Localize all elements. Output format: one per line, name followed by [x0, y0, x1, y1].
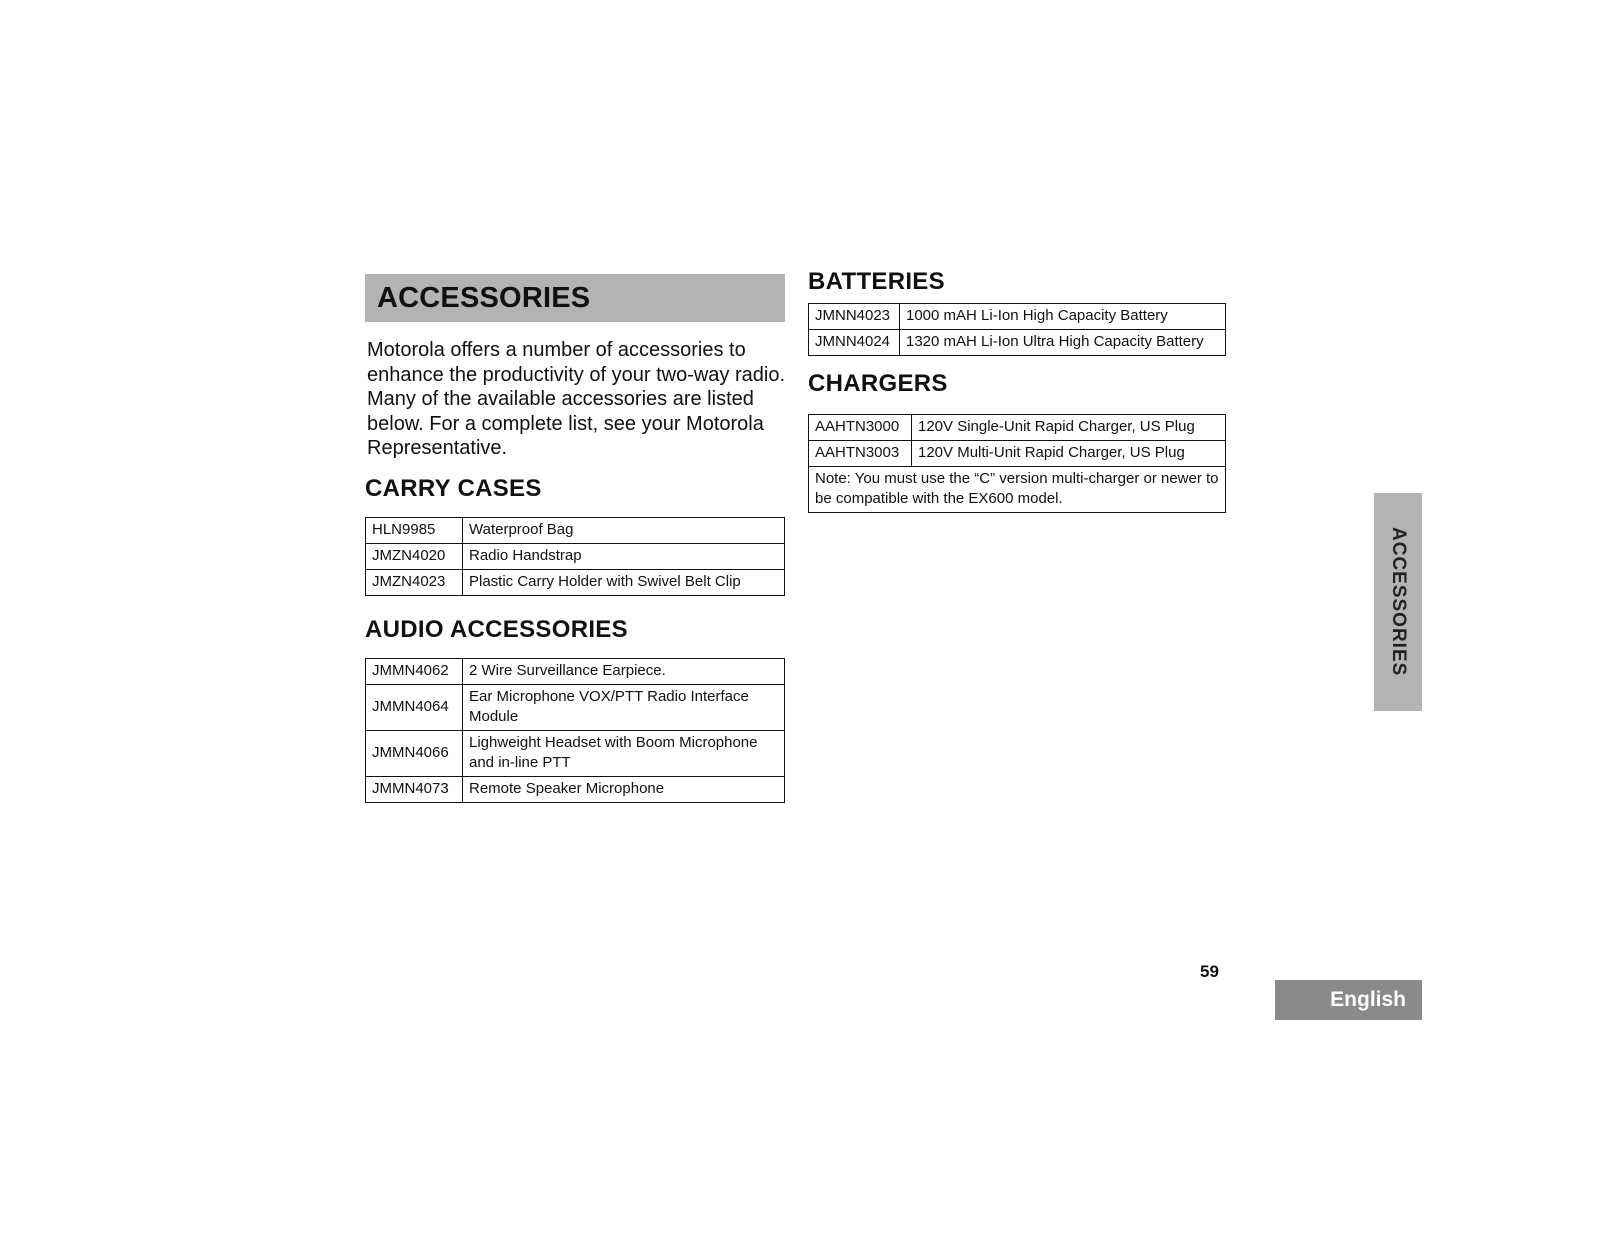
part-description: Lighweight Headset with Boom Microphone and in-line PTT [463, 730, 785, 776]
part-number: JMZN4023 [366, 569, 463, 595]
language-tab-label: English [1330, 988, 1406, 1011]
table-row [809, 441, 1226, 467]
audio-accessories-table [365, 658, 785, 803]
table-row [366, 543, 785, 569]
page-number: 59 [1200, 962, 1219, 981]
batteries-heading: BATTERIES [808, 268, 945, 295]
chargers-heading: CHARGERS [808, 370, 948, 397]
part-description: Ear Microphone VOX/PTT Radio Interface Module [463, 684, 785, 730]
chargers-table [808, 414, 1226, 513]
table-row [809, 415, 1226, 441]
table-row [366, 730, 785, 776]
part-number: HLN9985 [366, 517, 463, 543]
part-description: 120V Multi-Unit Rapid Charger, US Plug [912, 441, 1226, 467]
batteries-table [808, 303, 1226, 356]
table-row [366, 569, 785, 595]
part-description: Waterproof Bag [463, 517, 785, 543]
page-title-banner [365, 274, 785, 322]
part-description: Radio Handstrap [463, 543, 785, 569]
side-section-tab-label: ACCESSORIES [1388, 527, 1409, 677]
part-number: JMMN4062 [366, 658, 463, 684]
table-row [366, 517, 785, 543]
carry-cases-table [365, 517, 785, 596]
table-row [809, 330, 1226, 356]
language-tab [1275, 980, 1422, 1020]
part-description: 2 Wire Surveillance Earpiece. [463, 658, 785, 684]
part-description: Plastic Carry Holder with Swivel Belt Clip [463, 569, 785, 595]
intro-paragraph: Motorola offers a number of accessories to enhance the productivity of your two-way radio. Many of the available accessories are listed below. For a complete list, see your Motorola Representative. [367, 339, 785, 460]
carry-cases-heading: CARRY CASES [365, 474, 542, 502]
part-number: JMMN4073 [366, 776, 463, 802]
audio-accessories-heading: AUDIO ACCESSORIES [365, 615, 628, 643]
part-description: Remote Speaker Microphone [463, 776, 785, 802]
table-row [366, 658, 785, 684]
table-row [809, 304, 1226, 330]
part-number: JMMN4066 [366, 730, 463, 776]
part-description: 1320 mAH Li-Ion Ultra High Capacity Battery [900, 330, 1226, 356]
part-description: 120V Single-Unit Rapid Charger, US Plug [912, 415, 1226, 441]
table-row [366, 776, 785, 802]
part-number: JMNN4024 [809, 330, 900, 356]
table-row [809, 467, 1226, 513]
part-number: JMNN4023 [809, 304, 900, 330]
part-number: AAHTN3000 [809, 415, 912, 441]
part-number: JMZN4020 [366, 543, 463, 569]
right-column [808, 268, 1226, 513]
left-column [365, 274, 785, 803]
side-section-tab [1374, 493, 1422, 711]
part-description: 1000 mAH Li-Ion High Capacity Battery [900, 304, 1226, 330]
part-number: JMMN4064 [366, 684, 463, 730]
part-number: AAHTN3003 [809, 441, 912, 467]
table-row [366, 684, 785, 730]
chargers-note: Note: You must use the “C” version multi-charger or newer to be compatible with the EX600 model. [809, 467, 1226, 513]
page-title: ACCESSORIES [377, 281, 591, 314]
